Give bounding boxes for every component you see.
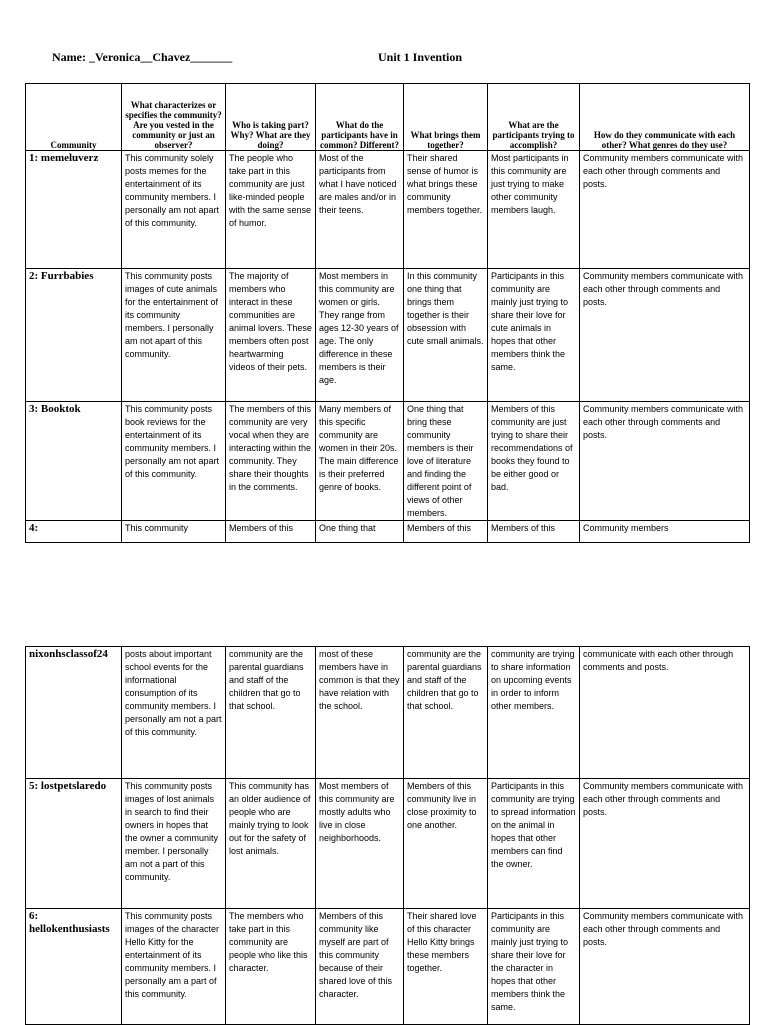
cell-accomplish: Participants in this community are trying to spread information on the animal in hopes that other members can find the owner.	[488, 779, 580, 909]
col-header-characterizes: What characterizes or specifies the community? Are you vested in the community or just an observer?	[122, 84, 226, 151]
cell-common: Members of this community like myself are part of this community because of their shared love of this character.	[316, 909, 404, 1025]
cell-communicate: communicate with each other through comments and posts.	[580, 647, 750, 779]
cell-characterizes: posts about important school events for the informational consumption of its community members. I personally am not a part of this community.	[122, 647, 226, 779]
unit-title: Unit 1 Invention	[378, 50, 463, 64]
community-table-bottom	[25, 646, 750, 1025]
cell-brings: community are the parental guardians and staff of the children that go to that school.	[404, 647, 488, 779]
cell-communicate: Community members communicate with each other through comments and posts.	[580, 269, 750, 402]
cell-who: The majority of members who interact in these communities are animal lovers. These members often post heartwarming videos of their pets.	[226, 269, 316, 402]
cell-characterizes: This community	[122, 521, 226, 543]
col-header-accomplish: What are the participants trying to accomplish?	[488, 84, 580, 151]
table-header-row	[26, 84, 750, 151]
cell-brings: One thing that bring these community members is their love of literature and finding the different point of views of other members.	[404, 402, 488, 521]
cell-who: community are the parental guardians and staff of the children that go to that school.	[226, 647, 316, 779]
cell-accomplish: community are trying to share information on upcoming events in order to inform other members.	[488, 647, 580, 779]
community-table-top	[25, 83, 750, 543]
cell-communicate: Community members	[580, 521, 750, 543]
community-name: 5: lostpetslaredo	[26, 779, 122, 909]
cell-communicate: Community members communicate with each other through comments and posts.	[580, 151, 750, 269]
cell-common: Most of the participants from what I have noticed are males and/or in their teens.	[316, 151, 404, 269]
table-row	[26, 909, 750, 1025]
cell-communicate: Community members communicate with each other through comments and posts.	[580, 402, 750, 521]
table-row	[26, 521, 750, 543]
cell-who: The people who take part in this community are just like-minded people with the same sense of humor.	[226, 151, 316, 269]
col-header-who: Who is taking part? Why? What are they doing?	[226, 84, 316, 151]
page-header	[52, 50, 692, 68]
cell-communicate: Community members communicate with each other through comments and posts.	[580, 779, 750, 909]
cell-common: Most members in this community are women or girls. They range from ages 12-30 years of age. The only difference in these members is their age.	[316, 269, 404, 402]
cell-characterizes: This community posts images of cute animals for the entertainment of its community members. I personally am not apart of this community.	[122, 269, 226, 402]
community-name: 6: hellokenthusiasts	[26, 909, 122, 1025]
cell-common: most of these members have in common is that they have relation with the school.	[316, 647, 404, 779]
cell-common: Most members of this community are mostly adults who live in close neighborhoods.	[316, 779, 404, 909]
community-name: 3: Booktok	[26, 402, 122, 521]
table-row	[26, 151, 750, 269]
table-row	[26, 647, 750, 779]
cell-characterizes: This community posts book reviews for the entertainment of its community members. I personally am not apart of this community.	[122, 402, 226, 521]
table-row	[26, 269, 750, 402]
cell-characterizes: This community solely posts memes for the entertainment of its community members. I personally am not apart of this community.	[122, 151, 226, 269]
community-name: 1: memeluverz	[26, 151, 122, 269]
cell-accomplish: Members of this	[488, 521, 580, 543]
cell-characterizes: This community posts images of lost animals in search to find their owners in hopes that the owner a community member. I personally am not a part of this community.	[122, 779, 226, 909]
community-name: 2: Furrbabies	[26, 269, 122, 402]
cell-brings: Members of this community live in close proximity to one another.	[404, 779, 488, 909]
cell-accomplish: Participants in this community are mainly just trying to share their love for the character in hopes that other members think the same.	[488, 909, 580, 1025]
cell-accomplish: Most participants in this community are just trying to make other community members laugh.	[488, 151, 580, 269]
cell-brings: Their shared sense of humor is what brings these community members together.	[404, 151, 488, 269]
table-row	[26, 779, 750, 909]
table-row	[26, 402, 750, 521]
community-name: 4:	[26, 521, 122, 543]
col-header-communicate: How do they communicate with each other? What genres do they use?	[580, 84, 750, 151]
col-header-community: Community	[26, 84, 122, 151]
cell-common: Many members of this specific community are women in their 20s. The main difference is their preferred genre of books.	[316, 402, 404, 521]
cell-accomplish: Participants in this community are mainly just trying to share their love for cute animals in hopes that other members think the same.	[488, 269, 580, 402]
col-header-common: What do the participants have in common? Different?	[316, 84, 404, 151]
cell-who: The members who take part in this community are people who like this character.	[226, 909, 316, 1025]
cell-brings: Their shared love of this character Hello Kitty brings these members together.	[404, 909, 488, 1025]
cell-who: Members of this	[226, 521, 316, 543]
cell-common: One thing that	[316, 521, 404, 543]
cell-brings: In this community one thing that brings them together is their obsession with cute small animals.	[404, 269, 488, 402]
community-name: nixonhsclassof24	[26, 647, 122, 779]
cell-characterizes: This community posts images of the character Hello Kitty for the entertainment of its community members. I personally am a part of this community.	[122, 909, 226, 1025]
cell-who: The members of this community are very vocal when they are interacting within the community. They share their thoughts in the comments.	[226, 402, 316, 521]
cell-accomplish: Members of this community are just trying to share their recommendations of books they found to be either good or bad.	[488, 402, 580, 521]
col-header-brings: What brings them together?	[404, 84, 488, 151]
student-name: Name: _Veronica__Chavez_______	[52, 50, 233, 64]
cell-who: This community has an older audience of people who are mainly trying to look out for the safety of lost animals.	[226, 779, 316, 909]
cell-brings: Members of this	[404, 521, 488, 543]
cell-communicate: Community members communicate with each other through comments and posts.	[580, 909, 750, 1025]
